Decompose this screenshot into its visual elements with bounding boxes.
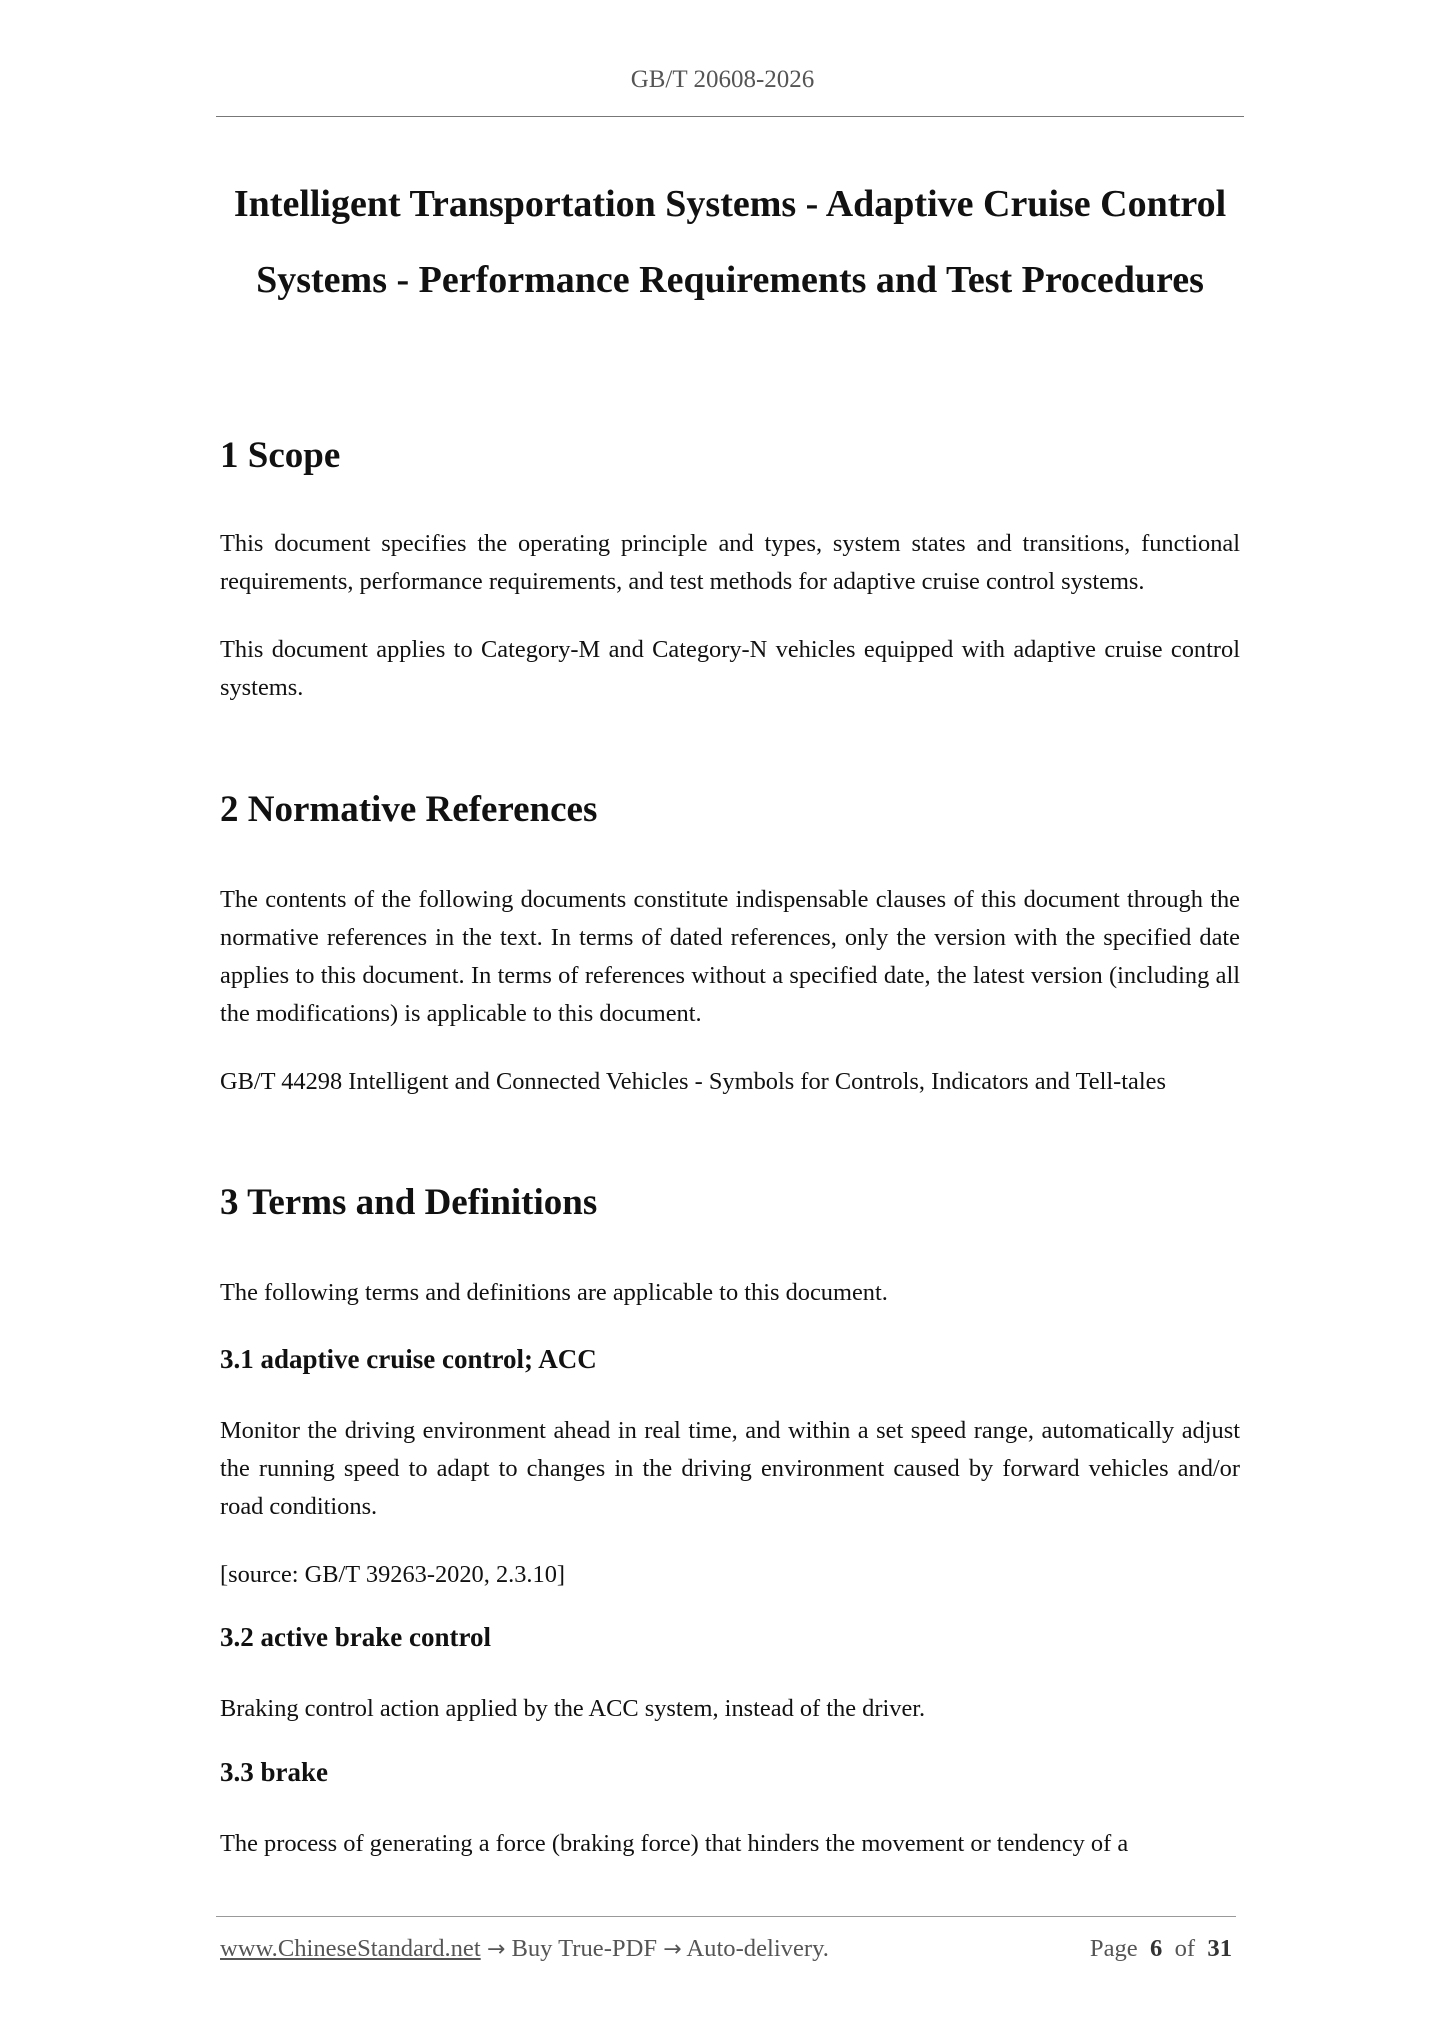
term-3-3-definition: The process of generating a force (braking force) that hinders the movement or tendency of a xyxy=(220,1830,1129,1857)
of-label: of xyxy=(1174,1935,1196,1962)
buy-true-pdf-text: Buy True-PDF xyxy=(511,1935,658,1962)
term-3-1-source: [source: GB/T 39263-2020, 2.3.10] xyxy=(220,1561,566,1588)
term-definition-3-1 xyxy=(220,1412,1240,1594)
arrow-right-icon: → xyxy=(663,1937,682,1962)
term-heading-3-1: 3.1 adaptive cruise control; ACC xyxy=(220,1344,597,1374)
arrow-right-icon: → xyxy=(486,1937,506,1962)
site-link[interactable]: www.ChineseStandard.net xyxy=(220,1935,481,1962)
current-page-number: 6 xyxy=(1150,1935,1163,1962)
references-body xyxy=(220,881,1240,1101)
references-paragraph: The contents of the following documents constitute indispensable clauses of this document through the normative references in the text. In terms of dated references, only the version with the specified date applies to this document. In terms of references without a specified date, the latest version (including all the modifications) is applicable to this document. xyxy=(220,886,1240,1027)
auto-delivery-text: Auto-delivery. xyxy=(686,1935,829,1962)
running-header: GB/T 20608-2026 xyxy=(630,66,815,93)
scope-paragraph-2: This document applies to Category-M and Category-N vehicles equipped with adaptive cruise control systems. xyxy=(220,636,1240,701)
term-3-2-definition: Braking control action applied by the ACC system, instead of the driver. xyxy=(220,1695,926,1722)
term-heading-3-3: 3.3 brake xyxy=(220,1757,328,1787)
term-heading-3-2: 3.2 active brake control xyxy=(220,1622,491,1652)
section-heading-terms-definitions: 3 Terms and Definitions xyxy=(220,1182,598,1223)
terms-intro: The following terms and definitions are applicable to this document. xyxy=(220,1279,888,1306)
term-3-1-definition: Monitor the driving environment ahead in real time, and within a set speed range, automatically adjust the running speed to adapt to changes in the driving environment caused by forward vehicles and/or road conditions. xyxy=(220,1417,1240,1520)
page-footer xyxy=(220,1935,1232,1963)
section-heading-scope: 1 Scope xyxy=(220,435,341,476)
section-heading-normative-references: 2 Normative References xyxy=(220,789,598,830)
footer-divider xyxy=(216,1916,1236,1917)
reference-entry-gbt-44298: GB/T 44298 Intelligent and Connected Vehicles - Symbols for Controls, Indicators and Tell-tales xyxy=(220,1068,1166,1095)
header-divider xyxy=(216,116,1244,117)
scope-body xyxy=(220,525,1240,707)
document-title: Intelligent Transportation Systems - Adaptive Cruise Control Systems - Performance Requirements and Test Procedures xyxy=(233,183,1227,301)
scope-paragraph-1: This document specifies the operating principle and types, system states and transitions, functional requirements, performance requirements, and test methods for adaptive cruise control systems. xyxy=(220,530,1240,595)
total-page-count: 31 xyxy=(1207,1935,1232,1962)
page-label: Page xyxy=(1089,1935,1138,1962)
page-indicator xyxy=(1090,1935,1232,1963)
